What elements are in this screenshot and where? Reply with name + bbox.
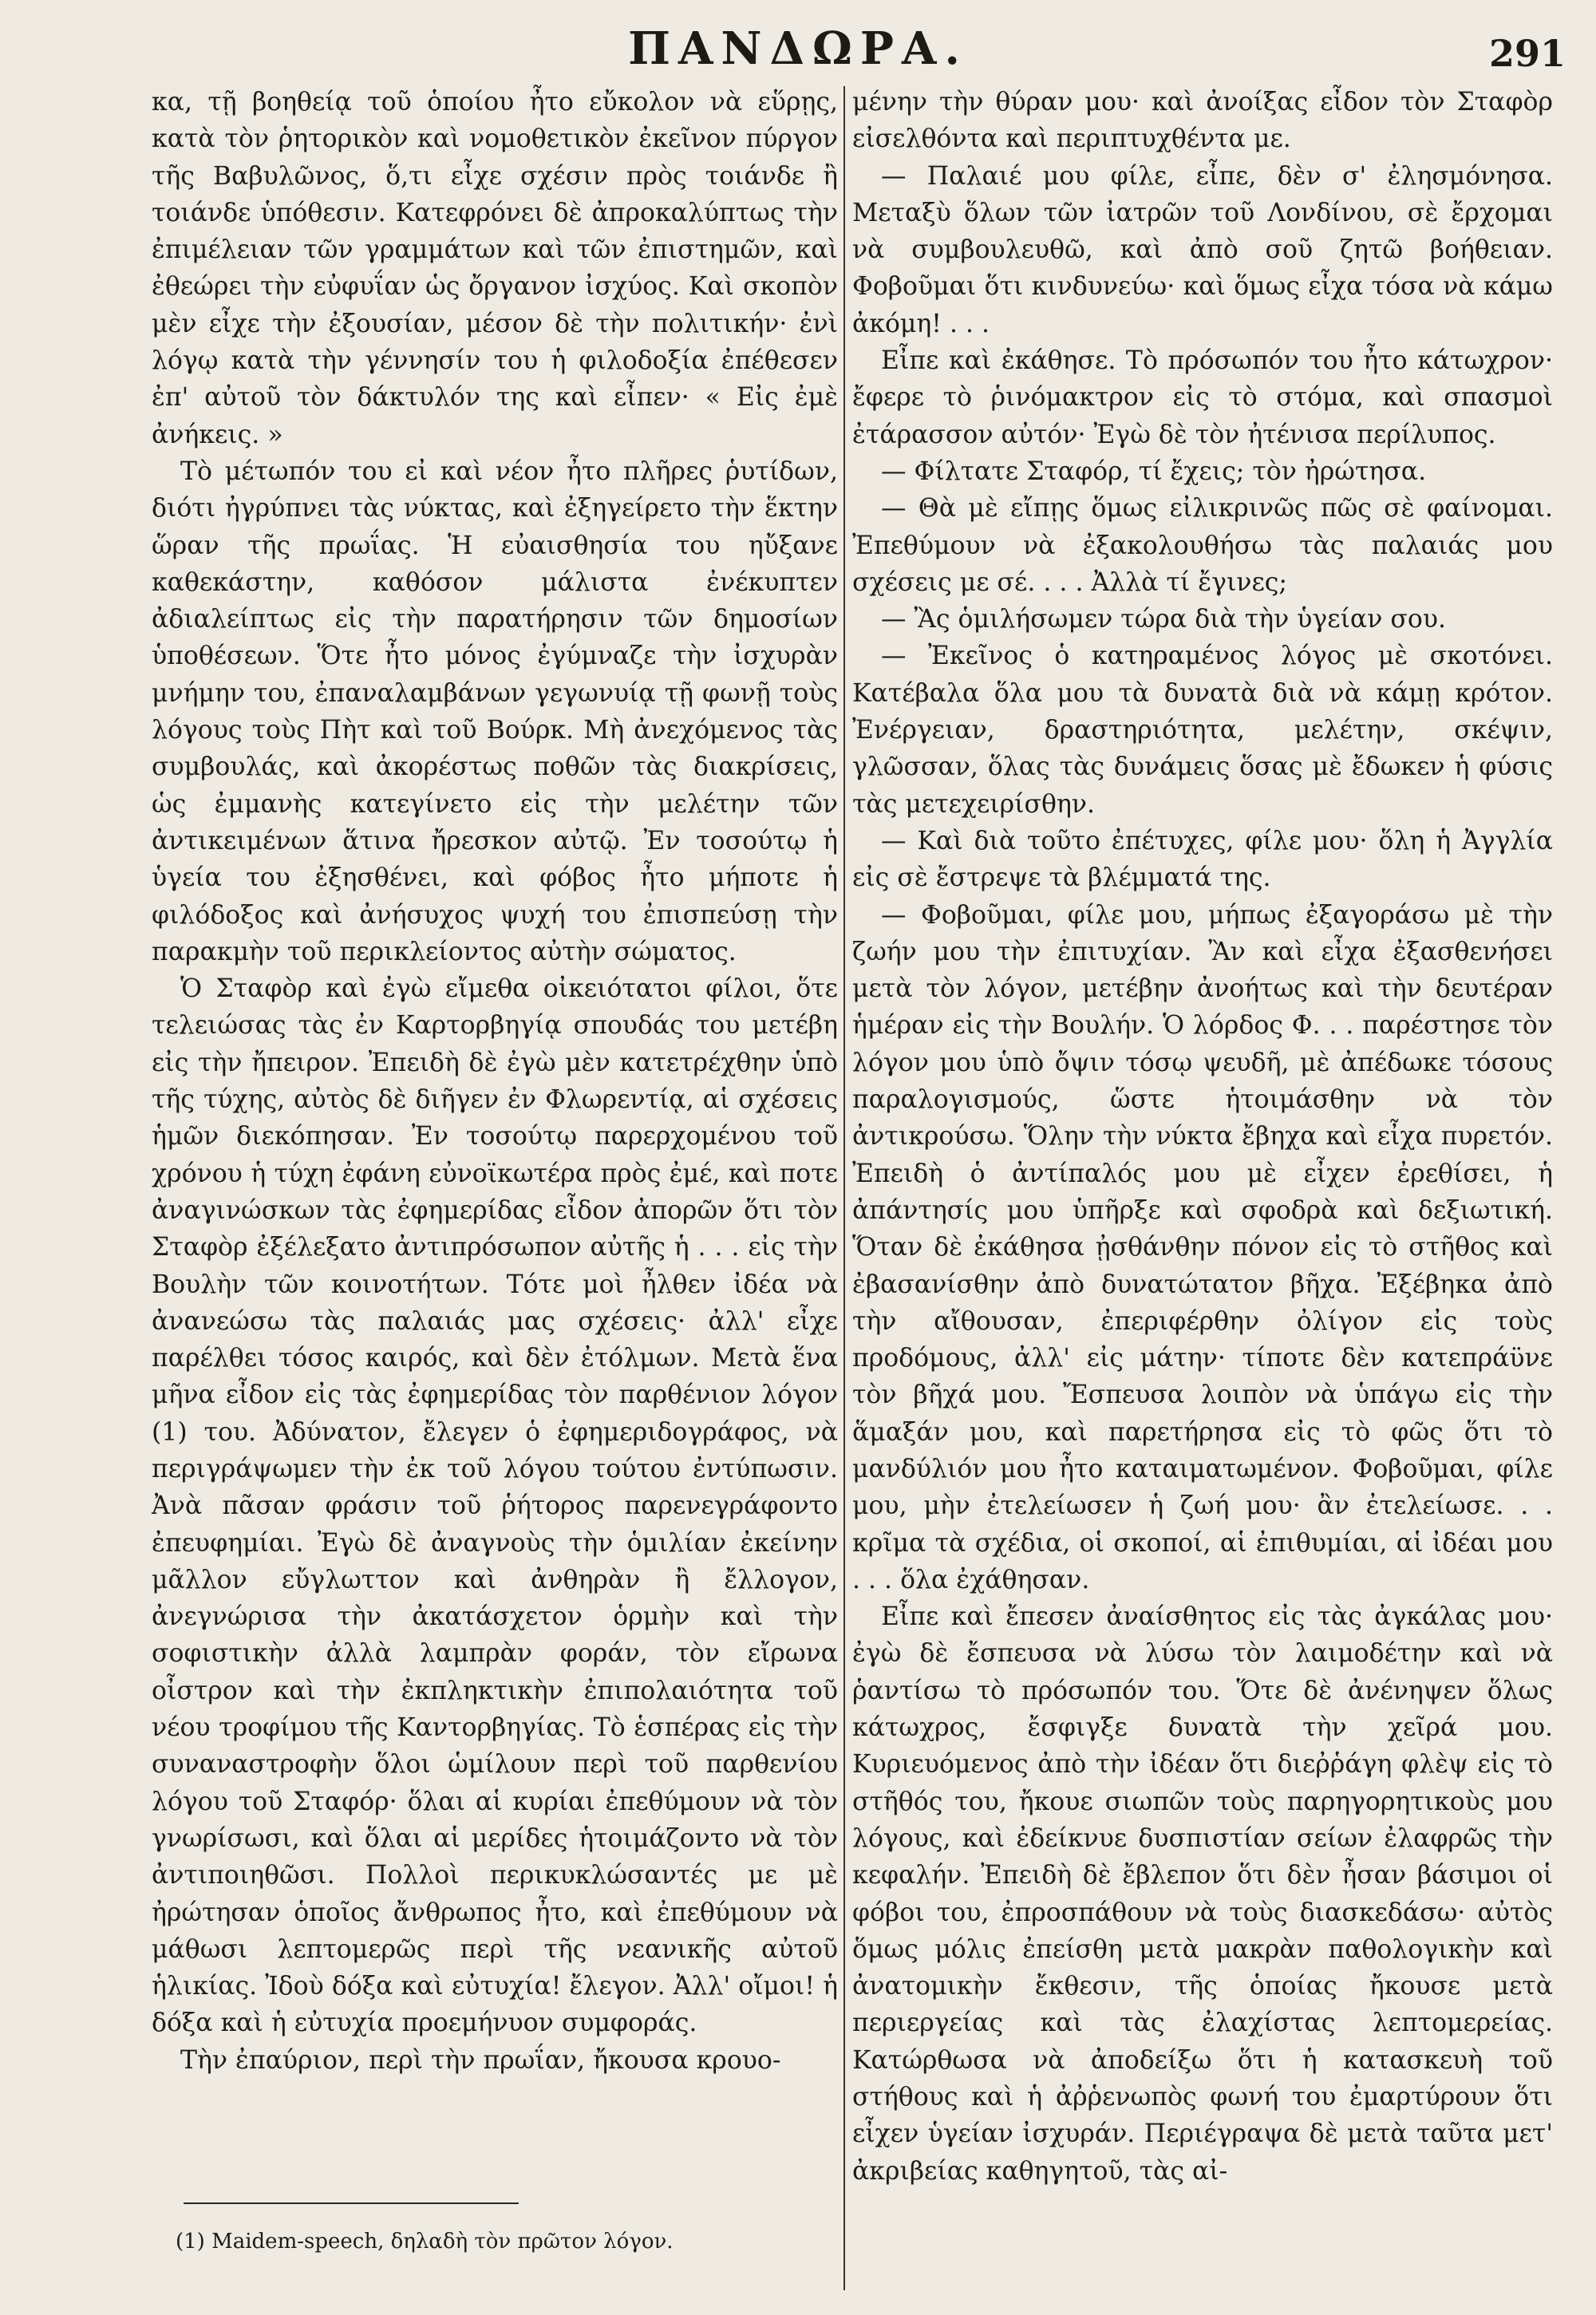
paragraph: κα, τῇ βοηθείᾳ τοῦ ὁποίου ἦτο εὔκολον νὰ εὕρῃς, κατὰ τὸν ῥητορικὸν καὶ νομοθετικὸν ἐκεῖνον πύργον τῆς Βαβυλῶνος, ὅ,τι εἶχε σχέσιν πρὸς τοιάνδε ἢ τοιάνδε ὑπόθεσιν. Κατεφρόνει δὲ ἀπροκαλύπτως τὴν ἐπιμέλειαν τῶν γραμμάτων καὶ τῶν ἐπιστημῶν, καὶ ἐθεώρει τὴν εὐφυΐαν ὡς ὄργανον ἰσχύος. Καὶ σκοπὸν μὲν εἶχε τὴν ἐξουσίαν, μέσον δὲ τὴν πολιτικήν· ἐνὶ λόγῳ κατὰ τὴν γέννησίν του ἡ φιλοδοξία ἐπέθεσεν ἐπ' αὐτοῦ τὸν δάκτυλόν της καὶ εἶπεν· « Εἰς ἐμὲ ἀνήκεις. » [152, 88, 838, 449]
left-column [152, 84, 838, 2079]
paragraph: Εἶπε καὶ ἐκάθησε. Τὸ πρόσωπόν του ἦτο κάτωχρον· ἔφερε τὸ ῥινόμακτρον εἰς τὸ στόμα, καὶ σπασμοὶ ἐτάρασσον αὐτόν· Ἐγὼ δὲ τὸν ἠτένισα περίλυπος. [852, 346, 1553, 449]
paragraph: — Φοβοῦμαι, φίλε μου, μήπως ἐξαγοράσω μὲ τὴν ζωήν μου τὴν ἐπιτυχίαν. Ἂν καὶ εἶχα ἐξασθενήσει μετὰ τὸν λόγον, μετέβην ἀνοήτως καὶ τὴν δευτέραν ἡμέραν εἰς τὴν Βουλήν. Ὁ λόρδος Φ. . . παρέστησε τὸν λόγον μου ὑπὸ ὄψιν τόσῳ ψευδῆ, μὲ ἀπέδωκε τόσους παραλογισμούς, ὥστε ἡτοιμάσθην νὰ τὸν ἀντικρούσω. Ὅλην τὴν νύκτα ἔβηχα καὶ εἶχα πυρετόν. Ἐπειδὴ ὁ ἀντίπαλός μου μὲ εἶχεν ἐρεθίσει, ἡ ἀπάντησίς μου ὑπῆρξε καὶ σφοδρὰ καὶ δεξιωτική. Ὅταν δὲ ἐκάθησα ᾐσθάνθην πόνον εἰς τὸ στῆθος καὶ ἐβασανίσθην ἀπὸ δυνατώτατον βῆχα. Ἐξέβηκα ἀπὸ τὴν αἴθουσαν, ἐπεριφέρθην ὀλίγον εἰς τοὺς προδόμους, ἀλλ' εἰς μάτην· τίποτε δὲν κατεπράϋνε τὸν βῆχά μου. Ἔσπευσα λοιπὸν νὰ ὑπάγω εἰς τὴν ἅμαξάν μου, καὶ παρετήρησα εἰς τὸ φῶς ὅτι τὸ μανδύλιόν μου ἦτο καταιματωμένον. Φοβοῦμαι, φίλε μου, μὴν ἐτελείωσεν ἡ ζωή μου· ἂν ἐτελείωσε. . . κρῖμα τὰ σχέδια, οἱ σκοποί, αἱ ἐπιθυμίαι, αἱ ἰδέαι μου . . . ὅλα ἐχάθησαν. [852, 900, 1553, 1594]
right-column [852, 84, 1553, 2190]
page-number: 291 [1488, 32, 1566, 75]
paragraph: μένην τὴν θύραν μου· καὶ ἀνοίξας εἶδον τὸν Σταφὸρ εἰσελθόντα καὶ περιπτυχθέντα με. [852, 88, 1553, 154]
footnote: (1) Maidem-speech, δηλαδὴ τὸν πρῶτον λόγον. [176, 2230, 674, 2254]
column-divider [843, 86, 845, 2290]
paragraph: — Ἂς ὁμιλήσωμεν τώρα διὰ τὴν ὑγείαν σου. [881, 605, 1446, 634]
footnote-divider [184, 2202, 519, 2204]
paragraph: Ὁ Σταφὸρ καὶ ἐγὼ εἴμεθα οἰκειότατοι φίλοι, ὅτε τελειώσας τὰς ἐν Καρτορβηγίᾳ σπουδάς του μετέβη εἰς τὴν ἤπειρον. Ἐπειδὴ δὲ ἐγὼ μὲν κατετρέχθην ὑπὸ τῆς τύχης, αὐτὸς δὲ διῆγεν ἐν Φλωρεντίᾳ, αἱ σχέσεις ἡμῶν διεκόπησαν. Ἐν τοσούτῳ παρερχομένου τοῦ χρόνου ἡ τύχη ἐφάνη εὐνοϊκωτέρα πρὸς ἐμέ, καὶ ποτε ἀναγινώσκων τὰς ἐφημερίδας εἶδον ἀπορῶν ὅτι τὸν Σταφὸρ ἐξέλεξατο ἀντιπρόσωπον αὐτῆς ἡ . . . εἰς τὴν Βουλὴν τῶν κοινοτήτων. Τότε μοὶ ἦλθεν ἰδέα νὰ ἀνανεώσω τὰς παλαιάς μας σχέσεις· ἀλλ' εἶχε παρέλθει τόσος καιρός, καὶ δὲν ἐτόλμων. Μετὰ ἕνα μῆνα εἶδον εἰς τὰς ἐφημερίδας τὸν παρθένιον λόγον (1) του. Ἀδύνατον, ἔλεγεν ὁ ἐφημεριδογράφος, νὰ περιγράψωμεν τὴν ἐκ τοῦ λόγου τούτου ἐντύπωσιν. Ἀνὰ πᾶσαν φράσιν τοῦ ῥήτορος παρενεγράφοντο ἐπευφημίαι. Ἐγὼ δὲ ἀναγνοὺς τὴν ὁμιλίαν ἐκείνην μᾶλλον εὔγλωττον καὶ ἀνθηρὰν ἢ ἔλλογον, ἀνεγνώρισα τὴν ἀκατάσχετον ὁρμὴν καὶ τὴν σοφιστικὴν ἀλλὰ λαμπρὰν φοράν, τὸν εἴρωνα οἶστρον καὶ τὴν ἐκπληκτικὴν ἐπιπολαιότητα τοῦ νέου τροφίμου τῆς Καντορβηγίας. Τὸ ἑσπέρας εἰς τὴν συναναστροφὴν ὅλοι ὡμίλουν περὶ τοῦ παρθενίου λόγου τοῦ Σταφόρ· ὅλαι αἱ κυρίαι ἐπεθύμουν νὰ τὸν γνωρίσωσι, καὶ ὅλαι αἱ μερίδες ἡτοιμάζοντο νὰ τὸν ἀντιποιηθῶσι. Πολλοὶ περικυκλώσαντές με μὲ ἠρώτησαν ὁποῖος ἄνθρωπος ἦτο, καὶ ἐπεθύμουν νὰ μάθωσι λεπτομερῶς περὶ τῆς νεανικῆς αὐτοῦ ἡλικίας. Ἰδοὺ δόξα καὶ εὐτυχία! ἔλεγον. Ἀλλ' οἴμοι! ἡ δόξα καὶ ἡ εὐτυχία προεμήνυον συμφοράς. [152, 974, 838, 2038]
paragraph: — Παλαιέ μου φίλε, εἶπε, δὲν σ' ἐλησμόνησα. Μεταξὺ ὅλων τῶν ἰατρῶν τοῦ Λονδίνου, σὲ ἔρχομαι νὰ συμβουλευθῶ, καὶ ἀπὸ σοῦ ζητῶ βοήθειαν. Φοβοῦμαι ὅτι κινδυνεύω· καὶ ὅμως εἶχα τόσα νὰ κάμω ἀκόμη! . . . [852, 161, 1553, 338]
paragraph: Τὸ μέτωπόν του εἰ καὶ νέον ἦτο πλῆρες ῥυτίδων, διότι ἠγρύπνει τὰς νύκτας, καὶ ἐξηγείρετο τὴν ἕκτην ὥραν τῆς πρωΐας. Ἡ εὐαισθησία του ηὔξανε καθεκάστην, καθόσον μάλιστα ἐνέκυπτεν ἀδιαλείπτως εἰς τὴν παρατήρησιν τῶν δημοσίων ὑποθέσεων. Ὅτε ἦτο μόνος ἐγύμναζε τὴν ἰσχυρὰν μνήμην του, ἐπαναλαμβάνων γεγωνυίᾳ τῇ φωνῇ τοὺς λόγους τοὺς Πὴτ καὶ τοῦ Βούρκ. Μὴ ἀνεχόμενος τὰς συμβουλάς, καὶ ἀκορέστως ποθῶν τὰς διακρίσεις, ὡς ἐμμανὴς κατεγίνετο εἰς τὴν μελέτην τῶν ἀντικειμένων ἅτινα ἤρεσκον αὐτῷ. Ἐν τοσούτῳ ἡ ὑγεία του ἐξησθένει, καὶ φόβος ἦτο μήποτε ἡ φιλόδοξος καὶ ἀνήσυχος ψυχή του ἐπισπεύσῃ τὴν παρακμὴν τοῦ περικλείοντος αὐτὴν σώματος. [152, 456, 838, 966]
running-title: ΠΑΝΔΩΡΑ. [628, 22, 968, 75]
paragraph: — Καὶ διὰ τοῦτο ἐπέτυχες, φίλε μου· ὅλη ἡ Ἀγγλία εἰς σὲ ἔστρεψε τὰ βλέμματά της. [852, 826, 1553, 893]
paragraph: — Φίλτατε Σταφόρ, τί ἔχεις; τὸν ἠρώτησα. [881, 456, 1427, 486]
paragraph: Τὴν ἐπαύριον, περὶ τὴν πρωΐαν, ἤκουσα κρουο- [180, 2045, 781, 2075]
paragraph: — Θὰ μὲ εἴπῃς ὅμως εἰλικρινῶς πῶς σὲ φαίνομαι. Ἐπεθύμουν νὰ ἐξακολουθήσω τὰς παλαιάς μου σχέσεις με σέ. . . . Ἀλλὰ τί ἔγινες; [852, 494, 1553, 597]
running-head [0, 22, 1596, 86]
paragraph: — Ἐκεῖνος ὁ κατηραμένος λόγος μὲ σκοτόνει. Κατέβαλα ὅλα μου τὰ δυνατὰ διὰ νὰ κάμῃ κρότον. Ἐνέργειαν, δραστηριότητα, μελέτην, σκέψιν, γλῶσσαν, ὅλας τὰς δυνάμεις ὅσας μὲ ἔδωκεν ἡ φύσις τὰς μετεχειρίσθην. [852, 642, 1553, 819]
paragraph: Εἶπε καὶ ἔπεσεν ἀναίσθητος εἰς τὰς ἀγκάλας μου· ἐγὼ δὲ ἔσπευσα νὰ λύσω τὸν λαιμοδέτην καὶ νὰ ῥαντίσω τὸ πρόσωπόν του. Ὅτε δὲ ἀνένηψεν ὅλως κάτωχρος, ἔσφιγξε δυνατὰ τὴν χεῖρά μου. Κυριευόμενος ἀπὸ τὴν ἰδέαν ὅτι διεῤῥάγη φλὲψ εἰς τὸ στῆθός του, ἤκουε σιωπῶν τοὺς παρηγορητικοὺς μου λόγους, καὶ ἐδείκνυε δυσπιστίαν σείων ἐλαφρῶς τὴν κεφαλήν. Ἐπειδὴ δὲ ἔβλεπον ὅτι δὲν ἦσαν βάσιμοι οἱ φόβοι του, ἐπροσπάθουν νὰ τοὺς διασκεδάσω· αὐτὸς ὅμως μόλις ἐπείσθη μετὰ μακρὰν παθολογικὴν καὶ ἀνατομικὴν ἔκθεσιν, τῆς ὁποίας ἤκουσε μετὰ περιεργείας καὶ τὰς ἐλαχίστας λεπτομερείας. Κατώρθωσα νὰ ἀποδείξω ὅτι ἡ κατασκευὴ τοῦ στήθους καὶ ἡ ἀῤῥενωπὸς φωνή του ἐμαρτύρουν ὅτι εἶχεν ὑγείαν ἰσχυράν. Περιέγραψα δὲ μετὰ ταῦτα μετ' ἀκριβείας καθηγητοῦ, τὰς αἰ- [852, 1602, 1553, 2186]
